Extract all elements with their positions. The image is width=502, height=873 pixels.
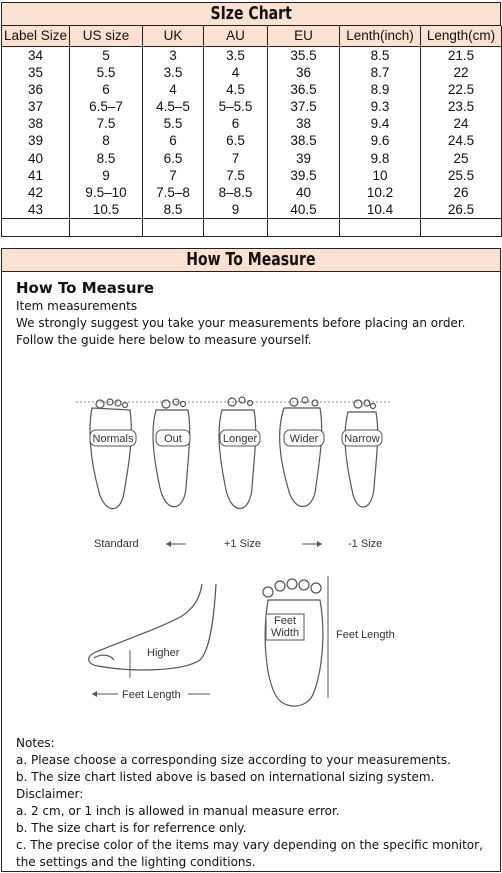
table-cell: 8.9 bbox=[340, 81, 421, 98]
table-header-row bbox=[2, 26, 502, 46]
size-chart-title-band bbox=[1, 2, 501, 26]
foot-outline-icons bbox=[90, 397, 378, 509]
note-b: b. The size chart listed above is based on international sizing system. bbox=[16, 770, 435, 784]
table-cell: 38.5 bbox=[268, 132, 340, 149]
table-cell: 10 bbox=[340, 167, 421, 184]
foot-type-label: Longer bbox=[222, 433, 258, 445]
table-cell: 36.5 bbox=[268, 81, 340, 98]
table-cell: 40.5 bbox=[268, 201, 340, 219]
table-cell: 9.8 bbox=[340, 149, 421, 166]
table-cell bbox=[421, 219, 502, 237]
table-cell: 8.7 bbox=[340, 64, 421, 81]
table-cell: 4 bbox=[143, 81, 204, 98]
how-to-measure-band-title: How To Measure bbox=[186, 249, 316, 270]
table-cell: 6 bbox=[70, 81, 143, 98]
notes-heading: Notes: bbox=[16, 736, 55, 750]
table-cell: 21.5 bbox=[421, 46, 502, 64]
table-cell: 9.4 bbox=[340, 115, 421, 132]
table-cell: 4 bbox=[204, 64, 268, 81]
table-row bbox=[2, 201, 502, 219]
table-row bbox=[2, 64, 502, 81]
table-cell: 39.5 bbox=[268, 167, 340, 184]
col-header: Length(cm) bbox=[421, 26, 502, 46]
size-table bbox=[1, 26, 502, 237]
table-cell: 3.5 bbox=[204, 46, 268, 64]
table-cell: 4.5–5 bbox=[143, 98, 204, 115]
table-cell: 38 bbox=[268, 115, 340, 132]
table-cell: 26.5 bbox=[421, 201, 502, 219]
table-cell: 6 bbox=[143, 132, 204, 149]
how-to-measure-title: How To Measure bbox=[16, 279, 155, 297]
foot-type-label: Out bbox=[164, 433, 182, 445]
foot-type-label: Narrow bbox=[344, 433, 380, 445]
table-cell: 9 bbox=[204, 201, 268, 219]
table-row bbox=[2, 132, 502, 149]
col-header: Label Size bbox=[2, 26, 70, 46]
table-cell: 6 bbox=[204, 115, 268, 132]
follow-guide-text: Follow the guide here below to measure yourself. bbox=[16, 333, 312, 347]
table-cell: 22 bbox=[421, 64, 502, 81]
suggest-text: We strongly suggest you take your measurements before placing an order. bbox=[16, 316, 466, 330]
table-cell: 34 bbox=[2, 46, 70, 64]
feet-width-label-2: Width bbox=[270, 627, 300, 639]
table-cell: 8 bbox=[70, 132, 143, 149]
table-cell: 40 bbox=[268, 184, 340, 201]
table-cell: 7.5–8 bbox=[143, 184, 204, 201]
table-row bbox=[2, 46, 502, 64]
item-measurements-text: Item measurements bbox=[16, 299, 138, 313]
table-cell bbox=[204, 219, 268, 237]
table-cell: 6.5 bbox=[143, 149, 204, 166]
table-cell: 7 bbox=[143, 167, 204, 184]
col-header: US size bbox=[70, 26, 143, 46]
table-cell: 10.5 bbox=[70, 201, 143, 219]
scale-minus-label: -1 Size bbox=[348, 538, 383, 550]
table-cell: 3 bbox=[143, 46, 204, 64]
foot-measure-diagram bbox=[70, 388, 430, 718]
table-cell: 25 bbox=[421, 149, 502, 166]
table-cell: 36 bbox=[2, 81, 70, 98]
col-header: Lenth(inch) bbox=[340, 26, 421, 46]
table-cell: 5 bbox=[70, 46, 143, 64]
disclaimer-b: b. The size chart is for referrence only. bbox=[16, 821, 247, 835]
table-cell: 25.5 bbox=[421, 167, 502, 184]
table-cell: 37 bbox=[2, 98, 70, 115]
table-cell: 9.3 bbox=[340, 98, 421, 115]
table-cell: 10.2 bbox=[340, 184, 421, 201]
table-cell: 8–8.5 bbox=[204, 184, 268, 201]
foot-type-label: Wider bbox=[289, 433, 319, 445]
feet-width-label-1: Feet bbox=[273, 615, 297, 627]
table-cell: 23.5 bbox=[421, 98, 502, 115]
table-cell: 38 bbox=[2, 115, 70, 132]
scale-plus-label: +1 Size bbox=[224, 538, 261, 550]
table-cell: 7.5 bbox=[70, 115, 143, 132]
table-blank-row bbox=[2, 219, 502, 237]
table-cell: 43 bbox=[2, 201, 70, 219]
table-cell: 35 bbox=[2, 64, 70, 81]
disclaimer-c-cont: the settings and the lighting conditions. bbox=[16, 855, 256, 869]
table-cell: 10.4 bbox=[340, 201, 421, 219]
table-cell: 5.5 bbox=[143, 115, 204, 132]
table-cell: 7.5 bbox=[204, 167, 268, 184]
table-row bbox=[2, 149, 502, 166]
higher-label: Higher bbox=[147, 647, 180, 659]
table-cell: 24.5 bbox=[421, 132, 502, 149]
top-foot-icon bbox=[263, 579, 323, 706]
table-cell: 22.5 bbox=[421, 81, 502, 98]
table-cell: 35.5 bbox=[268, 46, 340, 64]
table-cell: 9.5–10 bbox=[70, 184, 143, 201]
table-cell: 24 bbox=[421, 115, 502, 132]
table-cell: 4.5 bbox=[204, 81, 268, 98]
table-cell: 6.5–7 bbox=[70, 98, 143, 115]
feet-length-top-label: Feet Length bbox=[336, 629, 395, 641]
table-row bbox=[2, 167, 502, 184]
table-cell: 6.5 bbox=[204, 132, 268, 149]
note-a: a. Please choose a corresponding size according to your measurements. bbox=[16, 753, 451, 767]
table-cell bbox=[70, 219, 143, 237]
table-cell: 39 bbox=[268, 149, 340, 166]
table-cell: 36 bbox=[268, 64, 340, 81]
table-cell: 9 bbox=[70, 167, 143, 184]
table-cell: 39 bbox=[2, 132, 70, 149]
table-row bbox=[2, 184, 502, 201]
table-cell: 5–5.5 bbox=[204, 98, 268, 115]
table-cell: 37.5 bbox=[268, 98, 340, 115]
size-chart-title: SIze Chart bbox=[210, 3, 292, 24]
how-to-measure-band bbox=[1, 248, 501, 272]
disclaimer-c: c. The precise color of the items may vary depending on the specific monitor, bbox=[16, 838, 483, 852]
table-cell: 8.5 bbox=[340, 46, 421, 64]
foot-type-label: Normals bbox=[92, 433, 134, 445]
table-cell: 8.5 bbox=[70, 149, 143, 166]
table-cell: 9.6 bbox=[340, 132, 421, 149]
disclaimer-heading: Disclaimer: bbox=[16, 787, 84, 801]
table-cell: 41 bbox=[2, 167, 70, 184]
disclaimer-a: a. 2 cm, or 1 inch is allowed in manual measure error. bbox=[16, 804, 340, 818]
table-cell bbox=[2, 219, 70, 237]
table-cell: 42 bbox=[2, 184, 70, 201]
table-cell: 3.5 bbox=[143, 64, 204, 81]
table-row bbox=[2, 98, 502, 115]
table-cell: 8.5 bbox=[143, 201, 204, 219]
table-cell bbox=[268, 219, 340, 237]
table-cell bbox=[340, 219, 421, 237]
table-cell bbox=[143, 219, 204, 237]
table-cell: 7 bbox=[204, 149, 268, 166]
feet-length-side-label: Feet Length bbox=[122, 689, 181, 701]
table-cell: 26 bbox=[421, 184, 502, 201]
table-cell: 40 bbox=[2, 149, 70, 166]
col-header: UK bbox=[143, 26, 204, 46]
scale-standard-label: Standard bbox=[94, 538, 139, 550]
size-chart bbox=[1, 2, 501, 237]
table-cell: 5.5 bbox=[70, 64, 143, 81]
col-header: AU bbox=[204, 26, 268, 46]
col-header: EU bbox=[268, 26, 340, 46]
table-row bbox=[2, 81, 502, 98]
table-row bbox=[2, 115, 502, 132]
